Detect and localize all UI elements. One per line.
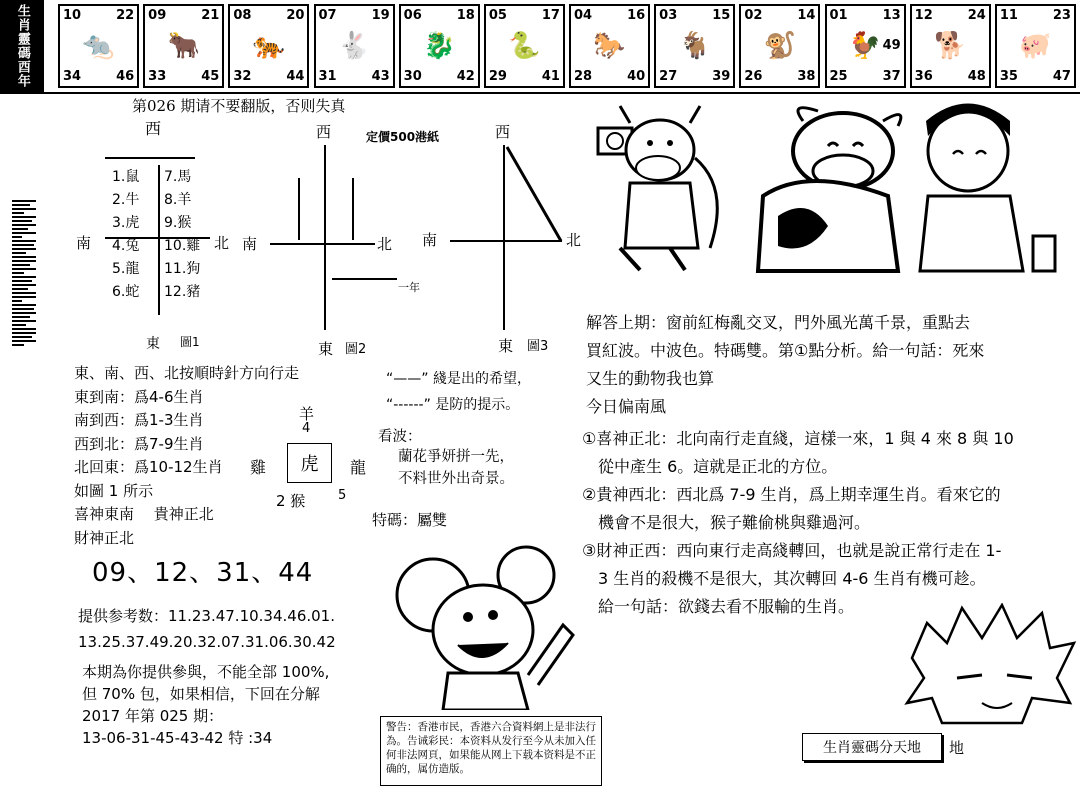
zodiac-number: 12: [914, 8, 933, 23]
cross-bottom-mark: 5: [338, 488, 347, 503]
zodiac-number: 28: [574, 69, 593, 84]
zodiac-number: 38: [797, 69, 816, 84]
zodiac-number: 01: [829, 8, 848, 23]
zodiac-number: 02: [744, 8, 763, 23]
zodiac-number: 48: [967, 69, 986, 84]
zodiac-box: [995, 4, 1076, 88]
zodiac-number: 09: [148, 8, 167, 23]
analysis-line: ①喜神正北：北向南行走直綫，這樣一來，1 與 4 來 8 與 10: [582, 429, 1014, 448]
zodiac-number: 27: [659, 69, 678, 84]
zodiac-list-item: 4.兔: [112, 238, 140, 254]
slogan-stamp: 生肖靈碼分天地: [802, 733, 942, 761]
barcode-icon: [12, 200, 36, 350]
poem-line-2: 不料世外出奇景。: [398, 471, 514, 487]
zodiac-number: 46: [116, 69, 135, 84]
ox-icon: 🐂: [167, 31, 200, 61]
zodiac-number: 31: [318, 69, 337, 84]
zodiac-number: 37: [882, 69, 901, 84]
zodiac-number: 44: [286, 69, 305, 84]
promo-line: 但 70% 包，如果相信，下回在分解: [82, 685, 320, 703]
zodiac-list-item: 10.雞: [164, 238, 201, 254]
zodiac-number: 30: [403, 69, 422, 84]
cow-photographer-icon: [590, 98, 730, 273]
zodiac-list-item: 11.狗: [164, 261, 201, 277]
zodiac-number: 10: [63, 8, 82, 23]
zodiac-box: [143, 4, 224, 88]
direction-line: 東、南、西、北按順時針方向行走: [74, 364, 300, 382]
direction-line: 西到北：爲7-9生肖: [74, 434, 204, 453]
zodiac-box: [484, 4, 565, 88]
zodiac-box: [825, 4, 906, 88]
compass3-north: 北: [566, 231, 582, 249]
analysis-line: 機會不是很大，猴子難偷桃與雞過河。: [582, 513, 871, 532]
promo-line: 13-06-31-45-43-42 特 :34: [82, 729, 273, 747]
zodiac-number: 06: [403, 8, 422, 23]
zodiac-number: 36: [914, 69, 933, 84]
analysis-line: ②貴神西北：西北爲 7-9 生肖，爲上期幸運生肖。看來它的: [582, 485, 1001, 504]
pig-icon: 🐖: [1019, 31, 1052, 61]
zodiac-number: 42: [456, 69, 475, 84]
zodiac-number: 20: [286, 8, 305, 23]
poem-label: 看波：: [378, 429, 422, 445]
dog-icon: 🐕: [934, 31, 967, 61]
zodiac-number: 08: [233, 8, 252, 23]
goat-icon: 🐐: [678, 31, 711, 61]
zodiac-number: 34: [63, 69, 82, 84]
snake-icon: 🐍: [508, 31, 541, 61]
direction-line: 東到南：爲4-6生肖: [74, 387, 204, 406]
zodiac-number: 18: [456, 8, 475, 23]
cross-center: 虎: [287, 443, 332, 483]
zodiac-number: 17: [541, 8, 560, 23]
compass1-north: 北: [214, 234, 230, 252]
cow-and-girl-icon: [748, 96, 1058, 274]
monkey-icon: 🐒: [763, 31, 797, 61]
direction-line: 北回東：爲10-12生肖: [74, 458, 223, 476]
cross-top: 羊: [299, 405, 315, 423]
analysis-line: 3 生肖的殺機不是很大，其次轉回 4-6 生肖有機可趁。: [582, 569, 986, 588]
compass1-east: 東: [146, 336, 160, 352]
zodiac-number: 49: [882, 38, 901, 53]
zodiac-list-item: 5.龍: [112, 261, 140, 277]
compass1-west: 西: [145, 119, 162, 138]
promo-line: 2017 年第 025 期：: [82, 707, 224, 725]
zodiac-list-item: 6.蛇: [112, 284, 140, 300]
zodiac-list-item: 7.馬: [164, 169, 192, 185]
cross-top-num: 4: [302, 421, 311, 436]
rat-icon: 🐀: [82, 31, 115, 61]
issue-notice: 第026 期请不要翻版，否则失真: [132, 97, 346, 115]
compass3-caption: 圖3: [527, 339, 549, 354]
zodiac-number: 04: [574, 8, 593, 23]
answer-block: [586, 309, 984, 421]
price-label: 定價500港紙: [366, 130, 440, 144]
zodiac-number: 11: [999, 8, 1018, 23]
zodiac-number: 25: [829, 69, 848, 84]
zodiac-number: 24: [967, 8, 986, 23]
diagonal-line-icon: [505, 145, 567, 245]
zodiac-list-item: 8.羊: [164, 192, 192, 208]
poem-line-1: 蘭花爭妍拼一先，: [398, 449, 514, 465]
zodiac-number: 41: [541, 69, 560, 84]
zodiac-number: 05: [488, 8, 507, 23]
analysis-line: ③財神正西：西向東行走高綫轉回，也就是說正常行走在 1-: [582, 541, 1002, 560]
cross-right: 龍: [350, 458, 367, 477]
zodiac-list-item: 9.猴: [164, 215, 192, 231]
compass2-east: 東: [318, 340, 334, 358]
zodiac-number: 16: [627, 8, 646, 23]
zodiac-number: 15: [712, 8, 731, 23]
zodiac-number: 33: [148, 69, 167, 84]
zodiac-number: 13: [882, 8, 901, 23]
mouse-mascot-icon: [388, 545, 583, 710]
compass3-south: 南: [422, 231, 438, 249]
line-note-solid: “——” 綫是出的希望，: [386, 371, 531, 387]
cross-left: 雞: [250, 458, 267, 477]
compass2-south: 南: [242, 235, 258, 253]
boy-face-icon: [902, 603, 1080, 725]
zodiac-box: [569, 4, 650, 88]
zodiac-number: 43: [371, 69, 390, 84]
zodiac-number: 03: [659, 8, 678, 23]
compass3-west: 西: [495, 123, 511, 141]
compass1-south: 南: [76, 234, 92, 252]
reference-line-1: 提供参考数：11.23.47.10.34.46.01.: [78, 607, 335, 625]
compass2-north: 北: [377, 235, 393, 253]
zodiac-number: 26: [744, 69, 763, 84]
zodiac-number: 19: [371, 8, 390, 23]
zodiac-list-item: 12.豬: [164, 284, 201, 300]
zodiac-number: 35: [999, 69, 1018, 84]
compass2-caption: 圖2: [345, 342, 367, 357]
tiger-icon: 🐅: [252, 31, 286, 61]
compass1-caption: 圖1: [180, 335, 200, 349]
zodiac-strip: [0, 0, 1080, 94]
reference-line-2: 13.25.37.49.20.32.07.31.06.30.42: [78, 633, 336, 651]
promo-block: [82, 661, 329, 749]
answer-line: 買紅波。中波色。特碼雙。第①點分析。給一句話：死來: [586, 341, 985, 360]
direction-line: 如圖 1 所示: [74, 481, 154, 500]
rabbit-icon: 🐇: [337, 31, 371, 61]
zodiac-number: 22: [116, 8, 135, 23]
direction-line: 南到西：爲1-3生肖: [74, 411, 204, 429]
slogan-tail: 地: [949, 739, 965, 757]
zodiac-list-item: 1.鼠: [112, 169, 140, 185]
cross-bottom: 2 猴: [276, 492, 306, 510]
compass2-west: 西: [316, 123, 332, 141]
analysis-line: 從中產生 6。這就是正北的方位。: [582, 457, 838, 476]
compass3-east: 東: [498, 337, 514, 355]
zodiac-number: 14: [797, 8, 816, 23]
answer-line: 又生的動物我也算: [586, 369, 715, 388]
horse-icon: 🐎: [593, 31, 626, 61]
zodiac-number: 47: [1052, 69, 1071, 84]
picks-numbers: 09、12、31、44: [92, 558, 314, 588]
rooster-icon: 🐓: [848, 31, 882, 61]
zodiac-list-item: 2.牛: [112, 192, 140, 208]
analysis-line: 給一句話：欲錢去看不服輸的生肖。: [582, 597, 855, 616]
zodiac-number: 39: [712, 69, 731, 84]
answer-line: 解答上期：窗前紅梅亂交叉，門外風光萬千景，重點去: [586, 313, 971, 332]
compass1-right-list: [164, 166, 200, 304]
compass2-note: 一年: [398, 281, 420, 294]
zodiac-box: [910, 4, 991, 88]
direction-line: 喜神東南 貴神正北: [74, 505, 214, 523]
zodiac-box: [739, 4, 820, 88]
zodiac-number: 07: [318, 8, 337, 23]
dragon-icon: 🐉: [423, 31, 456, 61]
answer-line: 今日偏南風: [586, 397, 667, 416]
compass1-left-list: [112, 166, 139, 304]
warning-notice: 警告：香港市民，香港六合資料網上是非法行為。告诫彩民：本资料从发行至今从未加入任何非法网頁，如果能从网上下载本资料是不正确的，属仿造版。: [380, 716, 602, 786]
zodiac-box: [58, 4, 139, 88]
zodiac-box: [314, 4, 395, 88]
analysis-block: [582, 425, 1014, 621]
zodiac-number: 45: [201, 69, 220, 84]
zodiac-number: 23: [1052, 8, 1071, 23]
zodiac-box: [654, 4, 735, 88]
zodiac-number: 40: [627, 69, 646, 84]
zodiac-number: 32: [233, 69, 252, 84]
direction-line: 財神正北: [74, 528, 135, 547]
brand-tab: 生肖靈碼酉年: [0, 0, 44, 92]
zodiac-number: 29: [488, 69, 507, 84]
zodiac-number: 21: [201, 8, 220, 23]
zodiac-list-item: 3.虎: [112, 215, 140, 231]
zodiac-box: [228, 4, 309, 88]
zodiac-box: [399, 4, 480, 88]
special-code: 特碼：屬雙: [372, 511, 448, 529]
promo-line: 本期為你提供參與，不能全部 100%,: [82, 663, 330, 681]
line-note-dashed: “------” 是防的提示。: [386, 397, 520, 413]
